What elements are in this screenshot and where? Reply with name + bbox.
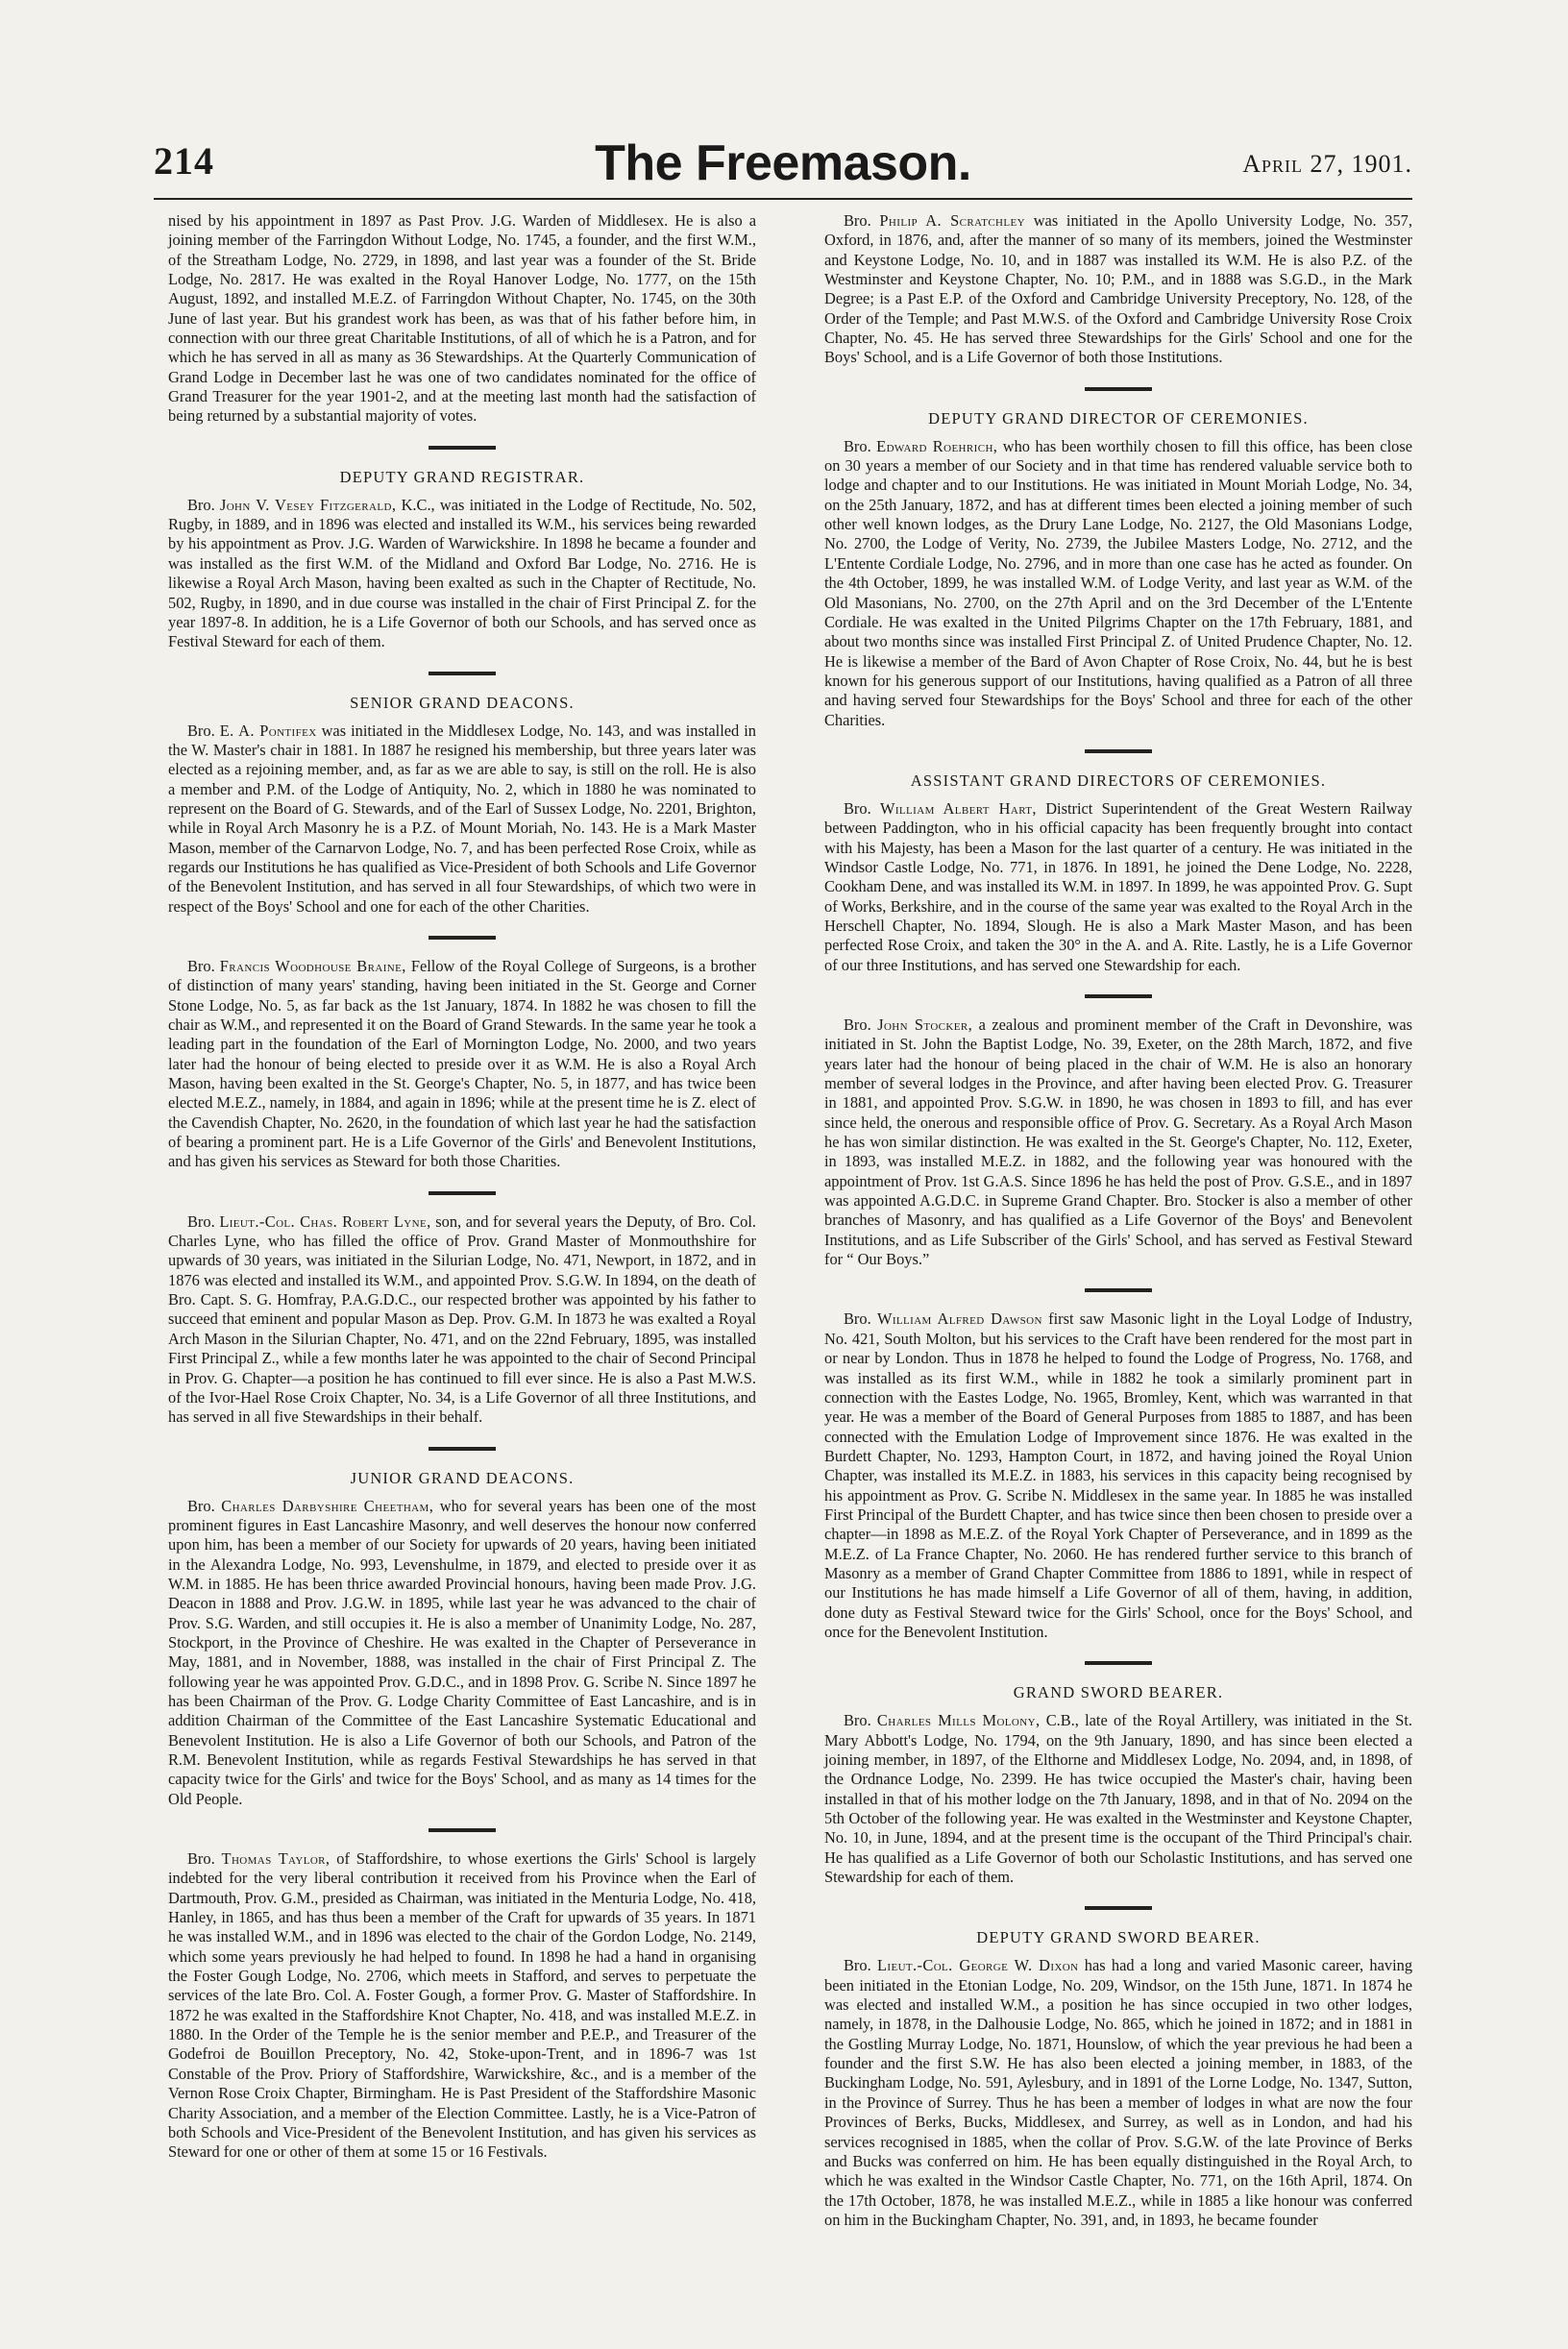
page-number: 214	[154, 139, 214, 183]
article-paragraph: Bro. Charles Mills Molony, C.B., late of the Royal Artillery, was initiated in the St. Mary Abbott's Lodge, No. 1794, on the 9th January, 1890, and has since been elected a joining member, in 1897, of the Elthorne and Middlesex Lodge, No. 2094, and, in 1898, of the Ordnance Lodge, No. 2399. He has twice occupied the Master's chair, having been installed in that of his mother lodge on the 7th January, 1898, and in that of No. 2094 on the 5th October of the following year. He was exalted in the Westminster and Keystone Chapter, No. 10, in June, 1894, and at the present time is the occupant of the Third Principal's chair. He has qualified as a Life Governor of both our Scholastic Institutions, and has served one Stewardship for each of them.	[824, 1711, 1412, 1887]
member-name: Lieut.-Col. George W. Dixon	[876, 1956, 1079, 1975]
article-paragraph: Bro. Francis Woodhouse Braine, Fellow of the Royal College of Surgeons, is a brother of distinction of many years' standing, having been initiated in the St. George and Corner Stone Lodge, No. 5, as far back as the 1st January, 1874. In 1882 he was chosen to fill the chair as W.M., and represented it on the Board of Grand Stewards. In the same year he took a leading part in the foundation of the Earl of Mornington Lodge, No. 2000, and two years later had the honour of being elected to preside over it as W.M. He is also a Royal Arch Mason, having been exalted in the St. George's Chapter, No. 5, in 1877, and has twice been elected M.E.Z., namely, in 1884, and again in 1896; while at the present time he is Z. elect of the Cavendish Chapter, No. 2620, in the foundation of which last year he had the satisfaction of bearing a prominent part. He is a Life Governor of the Girls' and Benevolent Institutions, and has given his services as Steward for both those Charities.	[168, 956, 756, 1171]
member-name: E. A. Pontifex	[219, 721, 317, 740]
section-divider	[1085, 387, 1152, 391]
article-paragraph: Bro. Lieut.-Col. Chas. Robert Lyne, son, and for several years the Deputy, of Bro. Col. Charles Lyne, who has filled the office of Prov. Grand Master of Monmouthshire for upwards of 30 years, was initiated in the Silurian Lodge, No. 471, Newport, in 1872, and in 1876 was elected and installed its W.M., and appointed Prov. S.G.W. In 1894, on the death of Bro. Capt. S. G. Homfray, P.A.G.D.C., our respected brother was appointed by his father to succeed that eminent and popular Mason as Dep. Prov. G.M. In 1873 he was exalted a Royal Arch Mason in the Silurian Chapter, No. 471, and on the 22nd February, 1895, was installed First Principal Z., while a few months later he was appointed to the chair of Second Principal in Prov. G. Chapter—a position he has continued to fill ever since. He is also a Past M.W.S. of the Ivor-Hael Rose Croix Chapter, No. 34, is a Life Governor of all three Institutions, and has served in all five Stewardships in their behalf.	[168, 1211, 756, 1427]
article-paragraph: Bro. E. A. Pontifex was initiated in the Middlesex Lodge, No. 143, and was installed in the W. Master's chair in 1881. In 1887 he resigned his membership, but three years later was elected as a rejoining member, and, as far as we are able to say, is still on the roll. He is also a member and P.M. of the Lodge of Antiquity, No. 2, which in 1880 he was nominated to represent on the Board of G. Stewards, and of the Earl of Sussex Lodge, No. 2201, Brighton, while in Royal Arch Masonry he is a P.Z. of Mount Moriah, No. 143. He is a Mark Master Mason, member of the Carnarvon Lodge, No. 7, and has been perfected Rose Croix, while as regards our Institutions he has qualified as Vice-President of both Schools and Life Governor of the Benevolent Institution, and has served in all four Stewardships, of which two were in respect of the Boys' School and one for each of the other Charities.	[168, 721, 756, 916]
section-divider	[1085, 749, 1152, 753]
section-heading-gsb: GRAND SWORD BEARER.	[1013, 1683, 1224, 1702]
article-paragraph: Bro. William Albert Hart, District Superintendent of the Great Western Railway between Paddington, who in his official capacity has been frequently brought into contact with his Majesty, has been a Mason for the last quarter of a century. He was initiated in the Windsor Castle Lodge, No. 771, in 1876. In 1891, he joined the Dene Lodge, No. 2228, Cookham Dene, and was installed its W.M. in 1897. In 1899, he was appointed Prov. G. Supt of Works, Berkshire, and in the course of the same year was exalted to the Royal Arch in the Herschell Chapter, No. 1894, Slough. He is also a Mark Master Mason, and has been perfected Rose Croix, and taken the 30° in the A. and A. Rite. Lastly, he is a Life Governor of our three Institutions, and has served one Stewardship for each.	[824, 798, 1412, 974]
section-heading-registrar: DEPUTY GRAND REGISTRAR.	[339, 467, 585, 486]
header-rule	[154, 198, 1412, 200]
masthead	[154, 135, 1412, 192]
right-column	[824, 211, 1412, 2230]
member-name: William Albert Hart,	[879, 798, 1037, 818]
member-name: John Stocker,	[877, 1015, 973, 1034]
publication-title: The Freemason.	[595, 135, 971, 191]
issue-date: April 27, 1901.	[1242, 150, 1412, 178]
section-heading-senior-deacons: SENIOR GRAND DEACONS.	[350, 693, 575, 712]
member-name: Charles Mills Molony,	[876, 1711, 1041, 1730]
member-name: Edward Roehrich,	[876, 436, 998, 455]
left-column	[168, 211, 756, 2163]
member-name: Francis Woodhouse Braine,	[219, 956, 406, 975]
section-heading-dgsb: DEPUTY GRAND SWORD BEARER.	[976, 1928, 1261, 1947]
member-name: Charles Darbyshire Cheetham,	[221, 1496, 434, 1515]
article-paragraph: Bro. William Alfred Dawson first saw Masonic light in the Loyal Lodge of Industry, No. 421, South Molton, but his services to the Craft have been rendered for the most part in or near by London. Thus in 1878 he helped to found the Lodge of Progress, No. 1768, and was installed as its first W.M., while in 1882 he took a similarly prominent part in connection with the Eastes Lodge, No. 1965, Bromley, Kent, which was warranted in that year. He was a member of the Board of General Purposes from 1885 to 1887, and has been connected with the Emulation Lodge of Improvement since 1876. He was exalted in the Burdett Chapter, No. 1293, Hampton Court, in 1872, and having joined the Royal Union Chapter, was installed its M.E.Z. in 1883, his services in this capacity being recognised by his appointment as Prov. G. Scribe N. Middlesex in the same year. In 1885 he was installed First Principal of the Burdett Chapter, and has twice since then been chosen to preside over a chapter—in 1898 as M.E.Z. of the Royal York Chapter of Perseverance, and in 1899 as the M.E.Z. of La France Chapter, No. 2060. He has rendered further service to this branch of Masonry as a member of Grand Chapter Committee from 1886 to 1891, while in respect of our Institutions he has made himself a Life Governor of all of them, having, in addition, done duty as Festival Steward twice for the Girls' School, once for the Boys' School, and once for the Benevolent Institution.	[824, 1309, 1412, 1641]
article-paragraph: Bro. John Stocker, a zealous and prominent member of the Craft in Devonshire, was initiated in St. John the Baptist Lodge, No. 39, Exeter, on the 28th March, 1872, and five years later had the honour of being placed in the chair of W.M. He is also an honorary member of several lodges in the Province, and after having been elected Prov. G. Treasurer in 1881, and appointed Prov. S.G.W. in 1890, he was chosen in 1893 to fill, and has ever since held, the onerous and responsible office of Prov. G. Secretary. As a Royal Arch Mason he has won similar distinction. He was exalted in the St. George's Chapter, No. 112, Exeter, in 1893, was installed M.E.Z. in 1882, and the following year was honoured with the appointment of Prov. 1st G.A.S. Since 1896 he has held the post of Prov. G.S.E., and in 1897 was appointed A.G.D.C. in Supreme Grand Chapter. Bro. Stocker is also a member of other branches of Masonry, and has qualified as a Life Governor of the Boys' and Benevolent Institutions, and as Life Subscriber of the Girls' School, and has served as Festival Steward for “ Our Boys.”	[824, 1015, 1412, 1269]
article-paragraph: Bro. John V. Vesey Fitzgerald, K.C., was initiated in the Lodge of Rectitude, No. 502, Rugby, in 1889, and in 1896 was elected and installed its W.M., his services being rewarded by his appointment as Prov. J.G. Warden of Warwickshire. In 1898 he became a founder and was installed as the first W.M. of the Midland and Oxford Bar Lodge, No. 2716. He is likewise a Royal Arch Mason, having been exalted as such in the Chapter of Rectitude, No. 502, Rugby, in 1890, and in due course was installed in the chair of First Principal Z. for the year 1897-8. In addition, he is a Life Governor of both our Schools, and has served once as Festival Steward for each of them.	[168, 495, 756, 651]
member-name: Lieut.-Col. Chas. Robert Lyne,	[219, 1211, 431, 1231]
section-heading-ddc: DEPUTY GRAND DIRECTOR OF CEREMONIES.	[928, 408, 1309, 428]
section-heading-junior-deacons: JUNIOR GRAND DEACONS.	[350, 1468, 575, 1487]
article-paragraph: Bro. Edward Roehrich, who has been worthily chosen to fill this office, has been close on 30 years a member of our Society and in that time has rendered valuable service both to lodge and chapter and to our Institutions. He was initiated in Mount Moriah Lodge, No. 34, on the 25th January, 1872, and has at different times been elected a joining member of such other well known lodges, as the Drury Lane Lodge, No. 2127, the Old Masonians Lodge, No. 2700, the Lodge of Verity, No. 2739, the Jubilee Masters Lodge, No. 2712, and the L'Entente Cordiale Lodge, No. 2796, and in more than one case has he acted as founder. On the 4th October, 1899, he was installed W.M. of Lodge Verity, and last year as W.M. of the Old Masonians, No. 2700, on the 27th April and on the 3rd December of the L'Entente Cordiale. He was exalted in the United Pilgrims Chapter on the 17th February, 1881, and about two months since was installed First Principal Z. of United Prudence Chapter, No. 12. He is likewise a member of the Bard of Avon Chapter of Rose Croix, No. 44, but he is best known for his generous support of our Institutions, having qualified as a Patron of all three and having served four Stewardships for the Boys' School and three for each of the other Charities.	[824, 436, 1412, 729]
section-divider	[429, 1447, 496, 1451]
article-paragraph: Bro. Charles Darbyshire Cheetham, who for several years has been one of the most prominent figures in East Lancashire Masonry, and well deserves the honour now conferred upon him, has been a member of our Society for upwards of 20 years, having been initiated in the Alexandra Lodge, No. 993, Levenshulme, in 1879, and elected to preside over it as W.M. in 1885. He has been thrice awarded Provincial honours, having been made Prov. J.G. Deacon in 1888 and Prov. J.G.W. in 1895, while last year he was advanced to the chair of Prov. S.G. Warden, and still occupies it. He is also a member of Unanimity Lodge, No. 287, Stockport, in the Province of Cheshire. He was exalted in the Chapter of Perseverance in May, 1881, and in November, 1888, was installed in the chair of First Principal Z. The following year he was appointed Prov. G.D.C., and in 1898 Prov. G. Scribe N. Since 1897 he has been Chairman of the Prov. G. Lodge Charity Committee of East Lancashire, and is in addition Chairman of the Committee of the East Lancashire Systematic Educational and Benevolent Institution. He is also a Life Governor of both our Schools, and Patron of the R.M. Benevolent Institution, while as regards Festival Stewardships he has served in that capacity twice for the Girls' and twice for the Boys' School, and as many as 14 times for the Old People.	[168, 1496, 756, 1808]
member-name: William Alfred Dawson	[876, 1309, 1042, 1329]
section-divider	[1085, 994, 1152, 998]
member-name: John V. Vesey Fitzgerald,	[219, 495, 397, 514]
article-paragraph: Bro. Thomas Taylor, of Staffordshire, to whose exertions the Girls' School is largely indebted for the very liberal contribution it received from his Province when the Earl of Dartmouth, Prov. G.M., presided as Chairman, was initiated in the Menturia Lodge, No. 418, Hanley, in 1865, and has thus been a member of the Craft for upwards of 35 years. In 1871 he was installed W.M., and in 1896 was elected to the chair of the Gordon Lodge, No. 2149, which some years previously he had helped to found. In 1898 he had a hand in organising the Foster Gough Lodge, No. 2706, which meets in Stafford, and serves to perpetuate the services of the late Bro. Col. A. Foster Gough, a former Prov. G. Master of Staffordshire. In 1872 he was exalted in the Staffordshire Knot Chapter, No. 418, and was installed M.E.Z. in 1880. In the Order of the Temple he is the senior member and P.E.P., and Treasurer of the Godefroi de Bouillon Preceptory, No. 42, Stoke-upon-Trent, and in 1896-7 was 1st Constable of the Prov. Priory of Staffordshire, Warwickshire, &c., and is a member of the Vernon Rose Croix Chapter, Birmingham. He is Past President of the Staffordshire Masonic Charity Association, and a member of the Election Committee. Lastly, he is a Vice-Patron of both Schools and Vice-President of the Benevolent Institution, and has given his services as Steward for one or other of them at some 15 or 16 Festivals.	[168, 1849, 756, 2162]
section-divider	[1085, 1288, 1152, 1292]
article-paragraph: Bro. Philip A. Scratchley was initiated in the Apollo University Lodge, No. 357, Oxford, in 1876, and, after the manner of so many of its members, joined the Westminster and Keystone Lodge, No. 10, and in 1887 was installed its W.M. He is also P.Z. of the Westminster and Keystone Chapter, No. 10; P.M., and in 1888 was S.G.D., in the Mark Degree; is a Past E.P. of the Oxford and Cambridge University Preceptory, No. 128, of the Order of the Temple; and Past M.W.S. of the Oxford and Cambridge University Rose Croix Chapter, No. 45. He has served three Stewardships for the Girls' School and one for the Boys' School, and is a Life Governor of both those Institutions.	[824, 211, 1412, 367]
section-divider	[429, 446, 496, 450]
section-heading-adc: ASSISTANT GRAND DIRECTORS OF CEREMONIES.	[910, 771, 1327, 790]
section-divider	[429, 1828, 496, 1832]
member-name: Philip A. Scratchley	[879, 211, 1025, 230]
section-divider	[429, 936, 496, 940]
section-divider	[429, 1191, 496, 1195]
section-divider	[1085, 1906, 1152, 1910]
article-paragraph: Bro. Lieut.-Col. George W. Dixon has had a long and varied Masonic career, having been initiated in the Etonian Lodge, No. 209, Windsor, on the 15th June, 1871. In 1874 he was elected and installed W.M., a position he has since occupied in two other lodges, namely, in 1878, in the Dalhousie Lodge, No. 865, which he joined in 1872; and in 1881 in the Gostling Murray Lodge, No. 1871, Hounslow, of which the year previous he had been a founder and the first S.W. He has also been elected a joining member, in 1883, of the Buckingham Lodge, No. 591, Aylesbury, and in 1891 of the Lorne Lodge, No. 1347, Sutton, in the Province of Surrey. Thus he has been a member of lodges in what are now the four Provinces of Berks, Bucks, Middlesex, and Surrey, as well as in London, and had his services recognised in 1885, when the collar of Prov. S.G.W. of the late Province of Berks and Bucks was conferred on him. He has been equally distinguished in the Royal Arch, to which he was exalted in the Windsor Castle Chapter, No. 771, on the 16th April, 1874. On the 17th October, 1878, he was installed M.E.Z., while in 1885 a like honour was conferred on him in the Buckingham Chapter, No. 391, and, in 1893, he became founder	[824, 1956, 1413, 2229]
section-divider	[1085, 1661, 1152, 1665]
section-divider	[429, 672, 496, 675]
member-name: Thomas Taylor,	[221, 1849, 331, 1869]
article-paragraph: nised by his appointment in 1897 as Past Prov. J.G. Warden of Middlesex. He is also a joining member of the Farringdon Without Lodge, No. 1745, a founder, and the first W.M., of the Streatham Lodge, No. 2729, in 1898, and last year was a founder of the St. Bride Lodge, No. 2817. He was exalted in the Royal Hanover Lodge, No. 1777, on the 15th August, 1892, and installed M.E.Z. of Farringdon Without Chapter, No. 1745, on the 30th June of last year. But his grandest work has been, as was that of his father before him, in connection with our three great Charitable Institutions, of all of which he is a Patron, and for which he has served in all as many as 36 Stewardships. At the Quarterly Communication of Grand Lodge in December last he was one of two candidates nominated for the office of Grand Treasurer for the year 1901-2, and at the meeting last month had the satisfaction of being returned by a substantial majority of votes.	[168, 211, 756, 426]
